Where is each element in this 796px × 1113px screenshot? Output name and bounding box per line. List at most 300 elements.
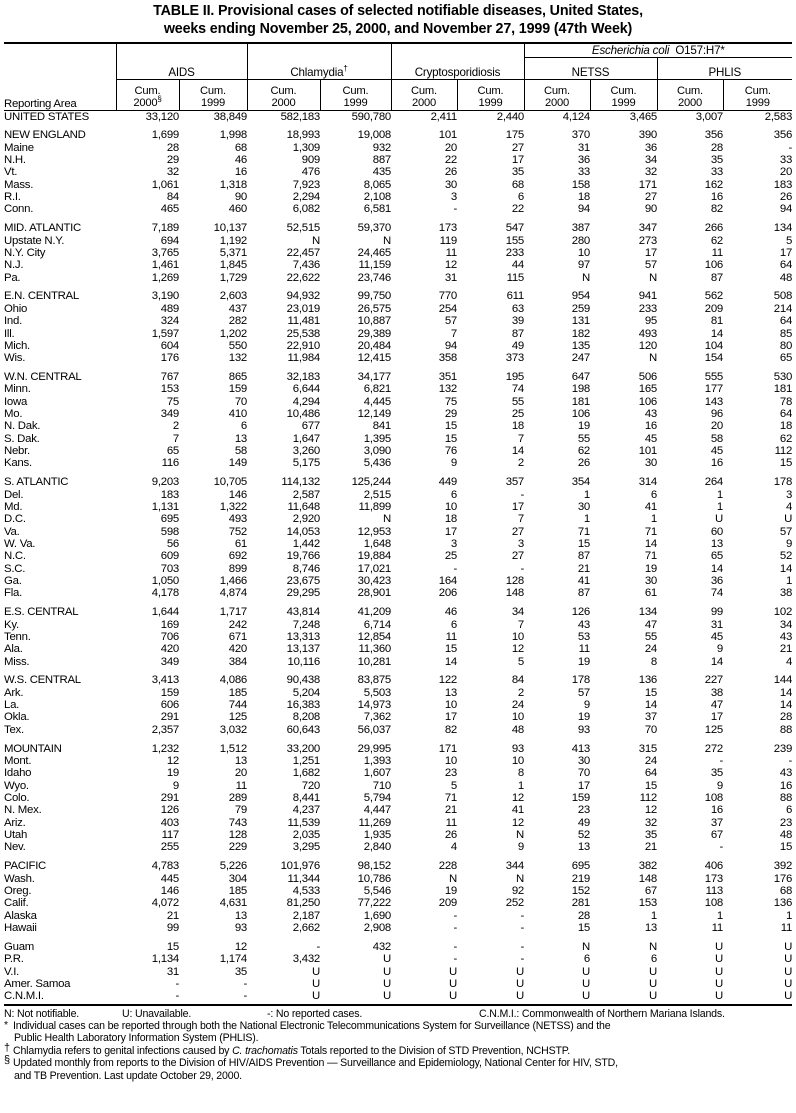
- row-area-label: N.Y. City: [4, 246, 46, 259]
- row-value-cell: 23,746: [357, 271, 391, 284]
- row-value-cell: 11,269: [358, 816, 391, 829]
- row-value-cell: 10: [511, 755, 524, 767]
- row-value-cell: 33: [710, 166, 723, 179]
- row-value-cell: 3,295: [292, 841, 320, 854]
- row-value-cell: 1,935: [363, 829, 391, 842]
- row-value-cell: 11: [235, 779, 247, 792]
- row-value-cell: 4,533: [292, 884, 320, 897]
- row-area-label: W.N. CENTRAL: [4, 371, 82, 384]
- row-value-cell: 175: [505, 129, 524, 142]
- row-value-cell: 8: [650, 655, 657, 668]
- row-value-cell: 2,840: [363, 841, 391, 854]
- row-value-cell: U: [715, 977, 723, 990]
- row-value-cell: 178: [773, 476, 793, 489]
- row-area-label: Miss.: [4, 655, 30, 668]
- row-area-label: Ark.: [4, 686, 24, 699]
- row-value-cell: 28,901: [357, 587, 391, 600]
- row-value-cell: 84: [166, 191, 179, 204]
- row-value-cell: 15: [779, 457, 793, 470]
- row-value-cell: 41,209: [357, 606, 391, 619]
- row-value-cell: 3,090: [363, 445, 391, 458]
- row-value-cell: 112: [639, 792, 657, 805]
- row-value-cell: U: [649, 977, 657, 990]
- table-row: [4, 247, 792, 259]
- row-area-label: Ga.: [4, 575, 22, 588]
- row-value-cell: 841: [372, 420, 391, 433]
- row-value-cell: 14: [444, 655, 457, 668]
- row-area-label: N.J.: [4, 259, 24, 272]
- footnote-dagger-pre: Chlamydia refers to genital infections caused by: [13, 1044, 233, 1057]
- header-col-line1: Cum.: [270, 85, 297, 98]
- row-value-cell: 48: [779, 829, 793, 842]
- row-value-cell: 49: [577, 816, 590, 829]
- row-value-cell: 23: [779, 816, 793, 829]
- row-value-cell: 115: [506, 271, 524, 284]
- row-value-cell: 20,484: [357, 339, 391, 352]
- table-row: [4, 631, 792, 643]
- row-value-cell: 24: [644, 755, 657, 767]
- header-blank-aids: [116, 43, 247, 58]
- row-value-cell: U: [784, 513, 793, 526]
- row-value-cell: 12: [166, 755, 179, 767]
- row-value-cell: 62: [577, 445, 590, 458]
- row-value-cell: 23: [444, 767, 457, 780]
- row-value-cell: 4,445: [363, 395, 391, 408]
- table-row: [4, 792, 792, 804]
- row-value-cell: N: [449, 872, 457, 885]
- row-value-cell: 57: [577, 686, 590, 699]
- row-value-cell: 185: [228, 686, 247, 699]
- row-value-cell: -: [520, 953, 524, 966]
- row-value-cell: 29: [444, 408, 457, 421]
- row-value-cell: 3,007: [695, 110, 723, 123]
- row-value-cell: -: [788, 141, 793, 154]
- table-row: [4, 990, 792, 1002]
- row-value-cell: 508: [773, 290, 793, 303]
- footnote-legend: [4, 1008, 792, 1020]
- row-value-cell: 387: [571, 222, 590, 235]
- table-body: [4, 110, 792, 1003]
- row-value-cell: 27: [511, 550, 524, 563]
- table-row: [4, 711, 792, 723]
- row-value-cell: 2,357: [151, 723, 179, 736]
- row-value-cell: 65: [710, 550, 723, 563]
- row-value-cell: 11,344: [287, 872, 320, 885]
- row-area-label: S.C.: [4, 562, 26, 575]
- header-subgroup-netss: NETSS: [524, 58, 657, 80]
- row-value-cell: 909: [301, 154, 320, 167]
- row-value-cell: U: [383, 965, 391, 978]
- row-value-cell: 135: [571, 339, 590, 352]
- row-area-label: Md.: [4, 500, 23, 513]
- row-value-cell: 254: [438, 302, 457, 315]
- table-row: [4, 408, 792, 420]
- row-value-cell: 2,108: [363, 191, 391, 204]
- row-value-cell: 10: [444, 755, 457, 767]
- row-value-cell: U: [784, 953, 793, 966]
- row-value-cell: 12: [511, 816, 524, 829]
- row-area-label: Fla.: [4, 587, 22, 600]
- row-value-cell: 291: [160, 711, 179, 724]
- row-value-cell: 19: [577, 655, 590, 668]
- row-value-cell: 598: [160, 525, 179, 538]
- header-col-line2: 2000: [271, 96, 296, 109]
- row-value-cell: 1,512: [219, 742, 247, 755]
- row-value-cell: 33,120: [145, 110, 179, 123]
- table-row-region: [4, 674, 792, 686]
- row-value-cell: 720: [301, 779, 320, 792]
- row-value-cell: 1,699: [151, 129, 179, 142]
- row-value-cell: 1,131: [151, 500, 179, 513]
- row-value-cell: 3,432: [292, 953, 320, 966]
- row-area-label: P.R.: [4, 953, 24, 966]
- row-value-cell: 21: [166, 909, 179, 922]
- row-value-cell: 14: [710, 562, 723, 575]
- row-value-cell: 437: [228, 302, 247, 315]
- row-area-label: Pa.: [4, 271, 21, 284]
- row-value-cell: 11: [445, 246, 457, 259]
- row-value-cell: 15: [166, 940, 179, 953]
- row-value-cell: 16: [779, 779, 793, 792]
- row-value-cell: 9: [172, 779, 179, 792]
- row-value-cell: 21: [644, 841, 657, 854]
- row-value-cell: 647: [571, 371, 590, 384]
- row-value-cell: 95: [644, 315, 657, 328]
- row-value-cell: 344: [505, 860, 524, 873]
- row-value-cell: 81,250: [286, 897, 320, 910]
- row-value-cell: 57: [644, 259, 657, 272]
- row-value-cell: 5,503: [363, 686, 391, 699]
- row-value-cell: U: [715, 990, 723, 1003]
- row-value-cell: 15: [577, 921, 590, 934]
- table-row: [4, 272, 792, 284]
- row-value-cell: 1,309: [292, 141, 320, 154]
- row-value-cell: 65: [779, 352, 793, 365]
- header-col-line1: Cum.: [744, 85, 771, 98]
- row-value-cell: 209: [704, 302, 723, 315]
- row-area-label: MOUNTAIN: [4, 742, 62, 755]
- row-value-cell: -: [243, 977, 247, 990]
- row-value-cell: 52,515: [286, 222, 320, 235]
- header-blank-1: [4, 43, 116, 58]
- row-value-cell: 155: [505, 234, 524, 247]
- row-value-cell: 590,780: [351, 110, 391, 123]
- row-value-cell: U: [449, 965, 457, 978]
- row-value-cell: 80: [779, 339, 793, 352]
- row-area-label: Idaho: [4, 767, 32, 780]
- row-value-cell: 71: [444, 792, 457, 805]
- row-value-cell: 176: [773, 872, 793, 885]
- row-value-cell: 255: [160, 841, 179, 854]
- table-row: [4, 817, 792, 829]
- row-value-cell: 4: [785, 655, 793, 668]
- row-value-cell: 83,875: [357, 674, 391, 687]
- row-value-cell: 17: [444, 525, 457, 538]
- row-value-cell: 1,729: [219, 271, 247, 284]
- row-value-cell: 169: [160, 618, 179, 631]
- table-row-region: [4, 743, 792, 755]
- row-area-label: Tenn.: [4, 630, 31, 643]
- row-value-cell: 58: [710, 432, 723, 445]
- row-value-cell: 85: [779, 327, 793, 340]
- header-col-phlis-2000: [657, 80, 723, 111]
- row-value-cell: 865: [228, 371, 247, 384]
- row-value-cell: 122: [438, 674, 457, 687]
- row-value-cell: 5,226: [219, 860, 247, 873]
- row-value-cell: 64: [779, 259, 793, 272]
- table-row: [4, 699, 792, 711]
- row-value-cell: 219: [571, 872, 590, 885]
- row-value-cell: 15: [444, 432, 457, 445]
- row-value-cell: 134: [638, 606, 657, 619]
- row-value-cell: 47: [644, 618, 657, 631]
- row-value-cell: 87: [511, 327, 524, 340]
- row-value-cell: 706: [160, 630, 179, 643]
- row-value-cell: U: [715, 965, 723, 978]
- row-value-cell: -: [316, 940, 320, 953]
- row-area-label: Mo.: [4, 408, 23, 421]
- header-col-chlamydia-1999: [320, 80, 391, 111]
- row-value-cell: 10,137: [213, 222, 247, 235]
- row-value-cell: -: [175, 977, 179, 990]
- row-value-cell: 11,899: [358, 500, 391, 513]
- row-value-cell: 10: [511, 630, 524, 643]
- row-value-cell: N: [516, 829, 524, 842]
- row-value-cell: 67: [644, 884, 657, 897]
- row-value-cell: 1: [716, 909, 723, 922]
- row-value-cell: 9: [583, 699, 590, 712]
- row-value-cell: 71: [644, 550, 657, 563]
- header-col-line1: Cum.: [544, 85, 570, 98]
- row-value-cell: 62: [710, 234, 723, 247]
- row-value-cell: 57: [779, 525, 793, 538]
- row-value-cell: 11: [578, 643, 590, 656]
- row-value-cell: 4,294: [292, 395, 320, 408]
- row-value-cell: 1: [716, 488, 723, 501]
- row-value-cell: 88: [779, 723, 793, 736]
- row-value-cell: 159: [160, 686, 179, 699]
- row-area-label: N. Dak.: [4, 420, 41, 433]
- row-value-cell: 15: [444, 643, 457, 656]
- row-value-cell: 6,821: [363, 383, 391, 396]
- row-value-cell: 153: [638, 897, 657, 910]
- row-value-cell: 10,705: [213, 476, 247, 489]
- header-group-chlamydia: [247, 58, 391, 80]
- row-area-label: Okla.: [4, 711, 30, 724]
- row-value-cell: 19: [166, 767, 179, 780]
- table-row: [4, 873, 792, 885]
- row-value-cell: 31: [444, 271, 457, 284]
- row-value-cell: 15: [444, 420, 457, 433]
- row-value-cell: 29,995: [357, 742, 391, 755]
- row-value-cell: 19,008: [357, 129, 391, 142]
- row-value-cell: 177: [704, 383, 723, 396]
- row-value-cell: 403: [160, 816, 179, 829]
- row-value-cell: 9: [450, 457, 457, 470]
- row-value-cell: U: [449, 977, 457, 990]
- row-value-cell: 106: [571, 408, 590, 421]
- row-value-cell: 15: [779, 841, 793, 854]
- row-value-cell: 19: [577, 420, 590, 433]
- row-value-cell: 5,436: [363, 457, 391, 470]
- row-value-cell: 4,783: [151, 860, 179, 873]
- row-value-cell: 10,887: [357, 315, 391, 328]
- row-value-cell: 65: [166, 445, 179, 458]
- row-value-cell: 1,050: [151, 575, 179, 588]
- row-value-cell: 266: [704, 222, 723, 235]
- row-value-cell: 12: [511, 792, 524, 805]
- row-value-cell: 17: [779, 246, 793, 259]
- row-value-cell: 1,647: [292, 432, 320, 445]
- row-value-cell: 2,035: [292, 829, 320, 842]
- row-value-cell: 7,436: [292, 259, 320, 272]
- table-row: [4, 767, 792, 779]
- header-col-line1: Cum.: [610, 85, 637, 98]
- row-value-cell: 694: [160, 234, 179, 247]
- row-value-cell: 35: [234, 965, 247, 978]
- table-row: [4, 922, 792, 934]
- row-value-cell: 19,884: [357, 550, 391, 563]
- header-col-line1: Cum.: [411, 85, 437, 98]
- row-value-cell: 101,976: [280, 860, 320, 873]
- header-row-ecoli: [4, 43, 792, 58]
- row-value-cell: 22,910: [286, 339, 320, 352]
- row-value-cell: 1: [650, 909, 657, 922]
- row-value-cell: 16: [644, 420, 657, 433]
- row-value-cell: 82: [710, 203, 723, 216]
- row-value-cell: 6: [650, 488, 657, 501]
- notifiable-diseases-table: [4, 42, 792, 1003]
- header-ecoli-species: Escherichia coli: [591, 44, 670, 57]
- row-value-cell: 101: [638, 445, 657, 458]
- row-value-cell: 33,200: [286, 742, 320, 755]
- header-col-line1: Cum.: [200, 85, 226, 98]
- legend-no-reported-cases: -: No reported cases.: [267, 1007, 363, 1020]
- row-area-label: Del.: [4, 488, 24, 501]
- footnote-section-text: Updated monthly from reports to the Division of HIV/AIDS Prevention — Surveillance and Epidemiology, National Center for HIV, STD,: [13, 1057, 618, 1070]
- row-value-cell: 26: [779, 191, 793, 204]
- row-value-cell: 6,082: [292, 203, 320, 216]
- row-area-label: Kans.: [4, 457, 32, 470]
- table-row-region: [4, 606, 792, 618]
- row-value-cell: U: [516, 977, 524, 990]
- row-value-cell: 5,175: [292, 457, 320, 470]
- row-value-cell: 392: [773, 860, 793, 873]
- title-line-2: weeks ending November 25, 2000, and November 27, 1999 (47th Week): [163, 20, 633, 37]
- row-area-label: D.C.: [4, 513, 26, 526]
- row-value-cell: 390: [638, 129, 657, 142]
- row-value-cell: 149: [228, 457, 247, 470]
- row-value-cell: 3,465: [629, 110, 657, 123]
- row-value-cell: 8,065: [363, 178, 391, 191]
- row-value-cell: 30: [644, 457, 657, 470]
- row-value-cell: 132: [438, 383, 457, 396]
- row-value-cell: 1,597: [151, 327, 179, 340]
- row-value-cell: 36: [710, 575, 723, 588]
- table-row: [4, 526, 792, 538]
- row-area-label: Tex.: [4, 723, 24, 736]
- row-value-cell: 35: [710, 767, 723, 780]
- row-value-cell: 6,581: [363, 203, 391, 216]
- table-row: [4, 910, 792, 922]
- row-value-cell: 25: [444, 550, 457, 563]
- table-row: [4, 396, 792, 408]
- row-value-cell: 7: [517, 618, 524, 631]
- row-value-cell: 148: [505, 587, 524, 600]
- row-value-cell: 29,295: [286, 587, 320, 600]
- row-value-cell: 12: [644, 804, 657, 817]
- row-value-cell: 12: [444, 259, 457, 272]
- table-row: [4, 966, 792, 978]
- header-aids-footnote-mark: §: [157, 94, 162, 104]
- row-value-cell: 96: [710, 408, 723, 421]
- row-value-cell: N: [383, 234, 391, 247]
- row-area-label: Colo.: [4, 792, 30, 805]
- row-value-cell: 420: [160, 643, 179, 656]
- row-value-cell: -: [453, 203, 457, 216]
- row-value-cell: 37: [710, 816, 723, 829]
- row-value-cell: 6,644: [292, 383, 320, 396]
- row-value-cell: 35: [710, 154, 723, 167]
- row-value-cell: 18: [444, 513, 457, 526]
- row-value-cell: 410: [228, 408, 247, 421]
- row-area-label: Upstate N.Y.: [4, 234, 65, 247]
- row-value-cell: 52: [577, 829, 590, 842]
- row-area-label: Utah: [4, 829, 28, 842]
- footnote-asterisk: [4, 1020, 792, 1045]
- row-value-cell: 349: [160, 655, 179, 668]
- header-row-columns: [4, 80, 792, 111]
- row-value-cell: 48: [511, 723, 524, 736]
- row-value-cell: 55: [511, 395, 524, 408]
- row-value-cell: 6: [583, 953, 590, 966]
- row-value-cell: 16,383: [286, 699, 320, 712]
- row-value-cell: 11,648: [287, 500, 320, 513]
- row-value-cell: 45: [710, 445, 723, 458]
- table-row: [4, 142, 792, 154]
- header-col-aids-1999: [179, 80, 247, 111]
- table-row: [4, 154, 792, 166]
- row-value-cell: U: [312, 977, 320, 990]
- row-value-cell: 21: [444, 804, 457, 817]
- row-value-cell: U: [784, 940, 793, 953]
- row-value-cell: 81: [710, 315, 723, 328]
- table-row: [4, 433, 792, 445]
- row-value-cell: 264: [704, 476, 723, 489]
- row-value-cell: 97: [577, 259, 590, 272]
- row-value-cell: 22: [444, 154, 457, 167]
- row-value-cell: 104: [704, 339, 723, 352]
- row-value-cell: 32,183: [286, 371, 320, 384]
- row-value-cell: 18: [511, 420, 524, 433]
- row-value-cell: 27: [511, 141, 524, 154]
- row-value-cell: 13: [234, 755, 247, 767]
- row-value-cell: 74: [710, 587, 723, 600]
- table-row: [4, 166, 792, 178]
- row-value-cell: 18: [779, 420, 793, 433]
- row-value-cell: 20: [779, 166, 793, 179]
- row-value-cell: 5,794: [363, 792, 391, 805]
- row-value-cell: 92: [511, 884, 524, 897]
- row-value-cell: 1,232: [151, 742, 179, 755]
- row-value-cell: 61: [644, 587, 657, 600]
- row-value-cell: 604: [160, 339, 179, 352]
- row-value-cell: 1,607: [363, 767, 391, 780]
- row-value-cell: 2,187: [292, 909, 320, 922]
- row-area-label: Wyo.: [4, 779, 29, 792]
- row-area-label: Ohio: [4, 302, 28, 315]
- row-value-cell: 14,053: [286, 525, 320, 538]
